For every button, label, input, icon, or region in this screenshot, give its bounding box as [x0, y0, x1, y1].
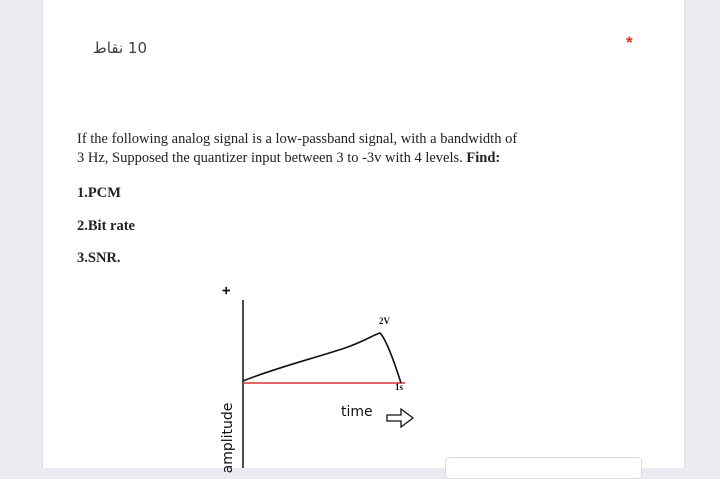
y-axis-label: amplitude: [220, 402, 236, 474]
signal-figure: [205, 278, 445, 474]
question-line-2-text: 3 Hz, Supposed the quantizer input between 3 to -3v with 4 levels.: [77, 150, 467, 166]
time-marker-label: 1s: [395, 382, 404, 392]
required-asterisk: *: [626, 33, 633, 52]
task-item-pcm: 1.PCM: [77, 185, 121, 201]
plus-sign: +: [217, 286, 235, 295]
question-text: [77, 130, 637, 168]
peak-label: 2V: [379, 316, 390, 326]
question-find-label: Find:: [466, 150, 501, 166]
x-axis-label: time: [341, 404, 373, 420]
question-line-2: [77, 149, 637, 168]
signal-plot: [205, 278, 445, 468]
task-item-bit-rate: 2.Bit rate: [77, 218, 135, 234]
answer-input[interactable]: [445, 457, 642, 479]
task-item-snr: 3.SNR.: [77, 250, 121, 266]
points-label: 10 نقاط: [92, 39, 147, 57]
signal-curve: [243, 333, 401, 383]
question-line-1: If the following analog signal is a low-passband signal, with a bandwidth of: [77, 131, 518, 147]
time-arrow-icon: [387, 409, 413, 427]
